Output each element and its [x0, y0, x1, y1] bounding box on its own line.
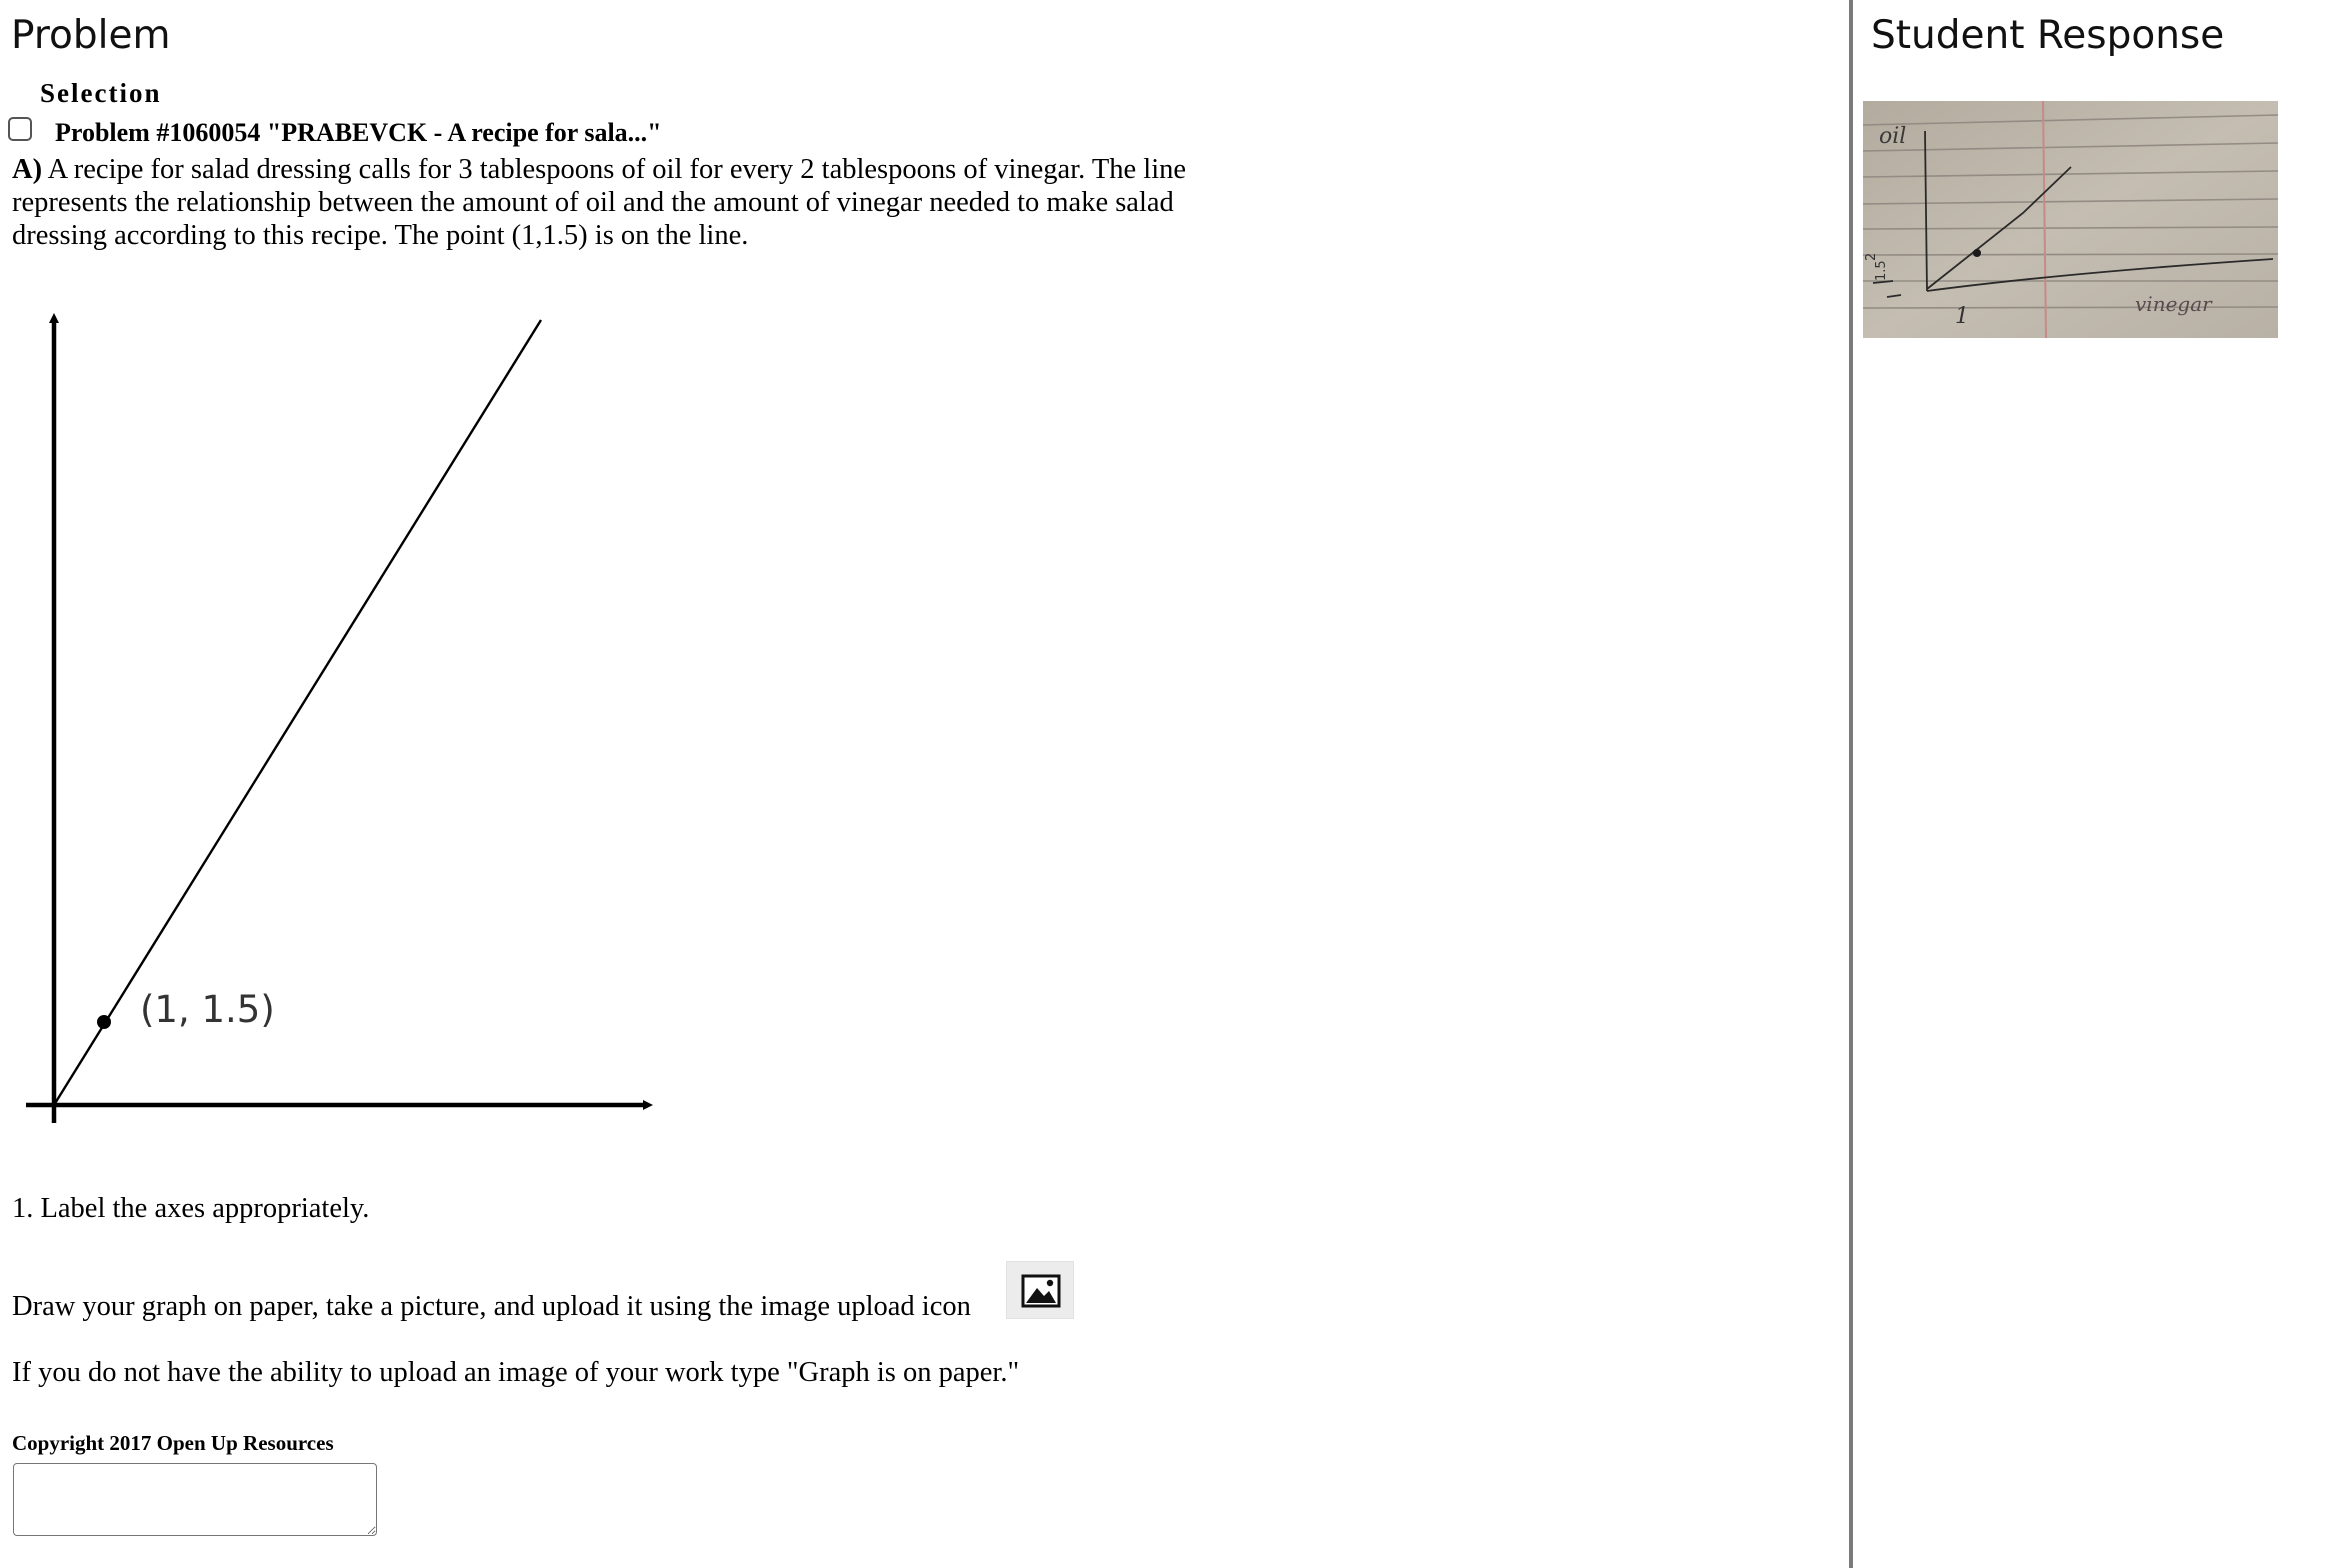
handwritten-y-label: oil [1879, 124, 1907, 149]
clipped-text-fragment: Selection [40, 78, 162, 108]
upload-instruction: Draw your graph on paper, take a picture, and upload it using the image upload icon [12, 1291, 971, 1322]
handwritten-tick-y: 2 [1864, 252, 1879, 261]
problem-graph [0, 300, 680, 1140]
pane-divider[interactable] [1849, 0, 1853, 1568]
prompt-text: A recipe for salad dressing calls for 3 tablespoons of oil for every 2 tablespoons of vinegar. The line represents the relationship between the amount of oil and the amount of vinegar needed to make salad dressing according to this recipe. The point (1,1.5) is on the line. [12, 154, 1187, 251]
alternative-instruction: If you do not have the ability to upload an image of your work type "Graph is on paper." [12, 1357, 1020, 1388]
problem-pane-title: Problem [11, 13, 171, 58]
question-1: 1. Label the axes appropriately. [12, 1193, 370, 1224]
graph-point [97, 1015, 111, 1029]
problem-select-checkbox[interactable] [8, 117, 32, 141]
handwritten-x-label: vinegar [2135, 292, 2212, 316]
handwritten-point [1973, 249, 1981, 257]
response-pane-title: Student Response [1871, 13, 2225, 58]
problem-header: Problem #1060054 "PRABEVCK - A recipe for sala..." [55, 118, 662, 147]
handwritten-tick-x: 1 [1955, 304, 1969, 329]
graph-point-label: (1, 1.5) [140, 988, 275, 1031]
copyright-notice: Copyright 2017 Open Up Resources [12, 1431, 334, 1455]
answer-input[interactable] [13, 1463, 377, 1536]
graph-line [54, 320, 541, 1105]
image-upload-icon[interactable] [1006, 1261, 1074, 1319]
problem-prompt [12, 153, 1252, 252]
student-response-photo[interactable] [1863, 101, 2278, 338]
handwritten-tick-y2: 1.5 [1874, 260, 1889, 281]
part-label: A) [12, 154, 43, 185]
